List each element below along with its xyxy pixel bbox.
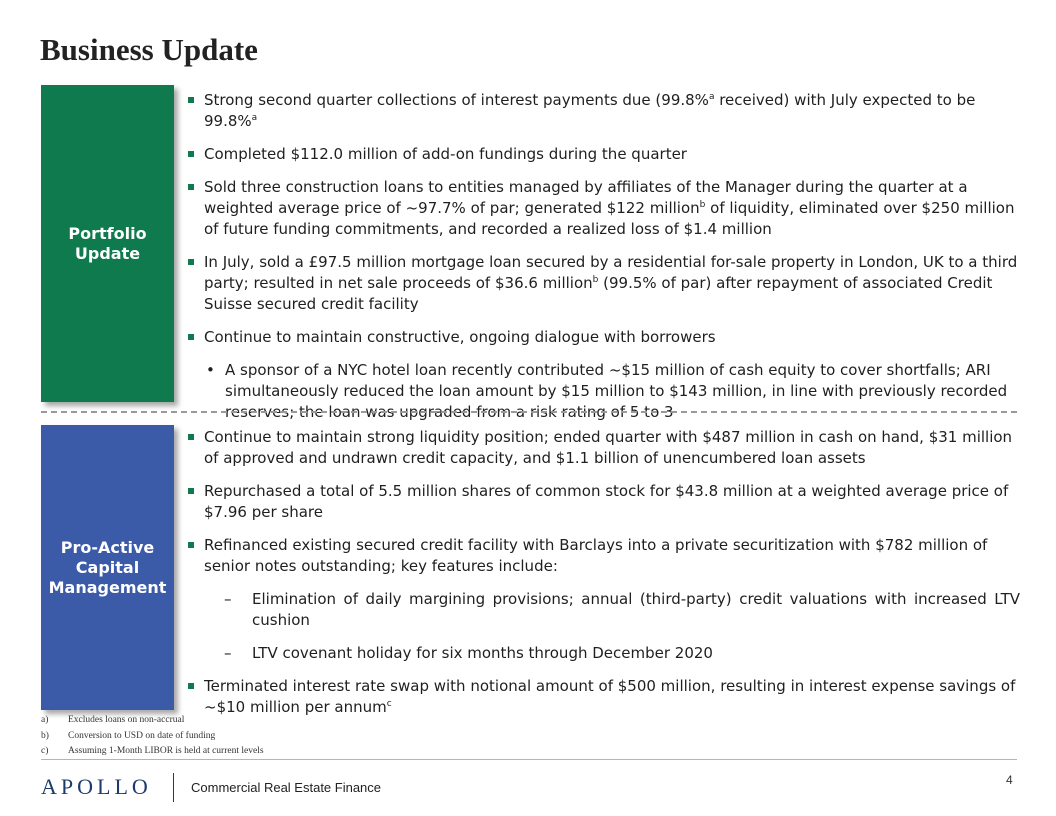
square-bullet-icon [188, 488, 194, 494]
capital-bullet-refinance: Refinanced existing secured credit facility with Barclays into a private securitization with $782 million of senior notes outstanding; key features include: [188, 535, 1020, 577]
portfolio-bullet-fundings: Completed $112.0 million of add-on fundings during the quarter [188, 144, 1020, 165]
footnote-a: a) Excludes loans on non-accrual [41, 715, 185, 725]
portfolio-bullet-london-loan: In July, sold a £97.5 million mortgage loan secured by a residential for-sale property in London, UK to a third party; resulted in net sale proceeds of $36.6 million$^b$ (99.5% of par) after repayment of associated Credit Suisse secured credit facility [188, 252, 1020, 315]
page-title: Business Update [40, 32, 258, 67]
footnote-b: b) Conversion to USD on date of funding [41, 730, 216, 741]
dash-bullet-icon: – [224, 644, 232, 662]
square-bullet-icon [188, 683, 194, 689]
square-bullet-icon [188, 151, 194, 157]
portfolio-bullet-construction-loans: Sold three construction loans to entities managed by affiliates of the Manager during the quarter at a weighted average price of ~97.7% of par; generated $122 million$^b$ of liquidity, eliminated over $250 million of future funding commitments, and recorded a realized loss of $1.4 million [188, 177, 1020, 240]
portfolio-sub-bullet-nyc-hotel: • A sponsor of a NYC hotel loan recently contributed ~$15 million of cash equity to cover shortfalls; ARI simultaneously reduced the loan amount by $15 million to $143 million, in line with previously recorded reserves; the loan was upgraded from a risk rating of 5 to 3 [206, 361, 1008, 421]
dot-bullet-icon: • [206, 361, 215, 379]
portfolio-bullet-collections: Strong second quarter collections of interest payments due (99.8%$^a$ received) with July expected to be 99.8%$^a$ [188, 90, 1020, 132]
footnote-c: c) Assuming 1-Month LIBOR is held at current levels [41, 746, 264, 756]
page-number: 4 [1006, 773, 1013, 787]
footer-rule [41, 759, 1017, 760]
square-bullet-icon [188, 97, 194, 103]
portfolio-label-line1: Portfolio [68, 223, 147, 243]
square-bullet-icon [188, 434, 194, 440]
footer-division-name: Commercial Real Estate Finance [191, 780, 382, 795]
portfolio-bullet-dialogue: Continue to maintain constructive, ongoing dialogue with borrowers [188, 327, 1020, 348]
square-bullet-icon [188, 184, 194, 190]
capital-management-label-box [41, 425, 174, 710]
footnotes [41, 713, 264, 760]
portfolio-update-label-box [41, 85, 174, 402]
portfolio-label-line2: Update [74, 243, 141, 263]
capital-label-line3: Management [48, 577, 167, 597]
portfolio-update-content [188, 90, 1020, 435]
capital-label-line1: Pro-Active [60, 537, 155, 557]
dash-bullet-icon: – [224, 590, 232, 608]
apollo-logo: APOLLO [41, 774, 152, 799]
logo-separator [173, 773, 174, 802]
capital-sub-bullet-margining: – Elimination of daily margining provisions; annual (third-party) credit valuations with increased LTV cushion [224, 590, 1020, 629]
capital-bullet-repurchase: Repurchased a total of 5.5 million shares of common stock for $43.8 million at a weighted average price of $7.96 per share [188, 481, 1020, 523]
capital-management-content [188, 427, 1020, 730]
capital-bullet-swap: Terminated interest rate swap with notional amount of $500 million, resulting in interest expense savings of ~$10 million per annum$^c$ [188, 676, 1020, 718]
square-bullet-icon [188, 259, 194, 265]
section-divider [41, 411, 1017, 413]
capital-label-line2: Capital [75, 557, 140, 577]
square-bullet-icon [188, 334, 194, 340]
capital-bullet-liquidity: Continue to maintain strong liquidity position; ended quarter with $487 million in cash on hand, $31 million of approved and undrawn credit capacity, and $1.1 billion of unencumbered loan assets [188, 427, 1020, 469]
capital-sub-bullet-ltv-holiday: – LTV covenant holiday for six months through December 2020 [224, 644, 713, 662]
square-bullet-icon [188, 542, 194, 548]
